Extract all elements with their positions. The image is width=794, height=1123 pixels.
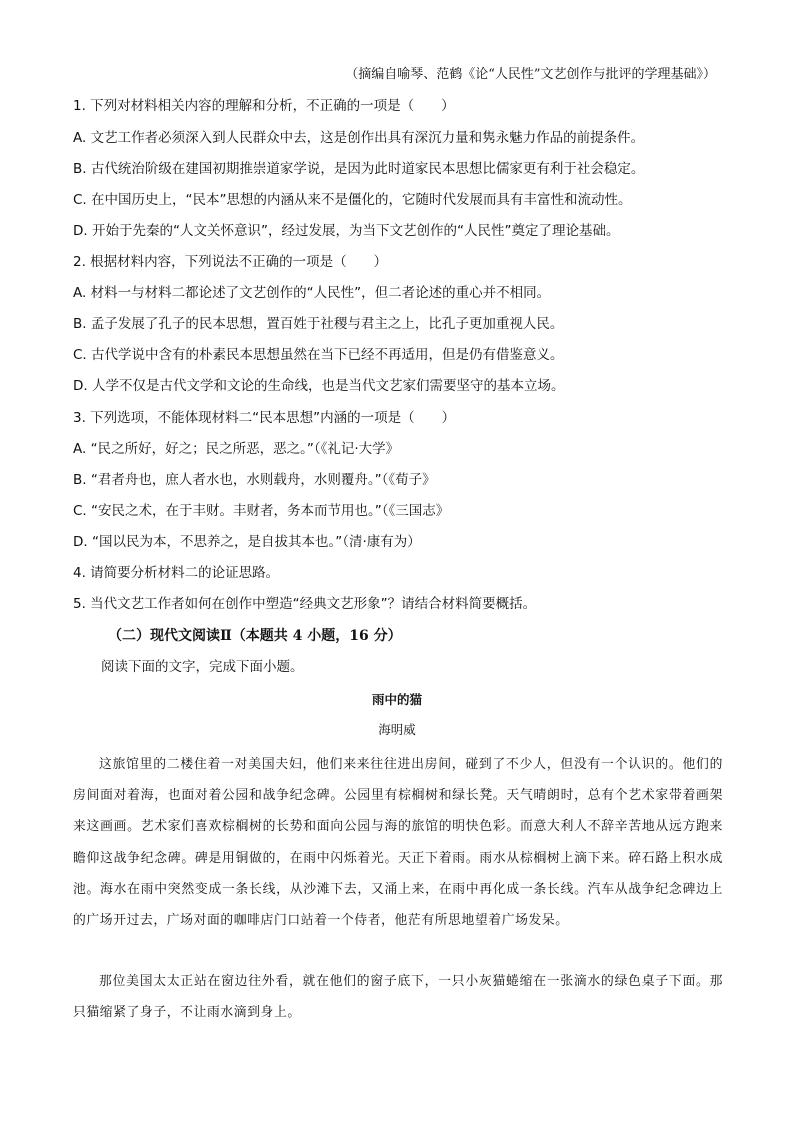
- question-1-option-d: D. 开始于先秦的“人文关怀意识”，经过发展，为当下文艺创作的“人民性”奠定了理论基础。: [73, 223, 620, 239]
- story-author: 海明威: [378, 722, 416, 737]
- story-title: 雨中的猫: [371, 692, 422, 707]
- question-1-option-b: B. 古代统治阶级在建国初期推崇道家学说，是因为此时道家民本思想比儒家更有利于社会稳定。: [73, 161, 645, 177]
- question-3-stem: 3. 下列选项，不能体现材料二“民本思想”内涵的一项是（ ）: [73, 410, 456, 426]
- story-paragraph-1: 这旅馆里的二楼住着一对美国夫妇，他们来来往往进出房间，碰到了不少人，但没有一个认识的。他们的房间面对着海，也面对着公园和战争纪念碑。公园里有棕榈树和绿长凳。天气晴朗时，总有个艺术家带着画架来这画画。艺术家们喜欢棕榈树的长势和面向公园与海的旅馆的明快色彩。而意大利人不辞辛苦地从远方跑来瞻仰这战争纪念碑。碑是用铜做的，在雨中闪烁着光。天正下着雨。雨水从棕榈树上滴下来。碎石路上积水成池。海水在雨中突然变成一条长线，从沙滩下去，又涌上来，在雨中再化成一条长线。汽车从战争纪念碑边上的广场开过去，广场对面的咖啡店门口站着一个侍者，他茫有所思地望着广场发呆。: [73, 757, 723, 929]
- section-heading: （二）现代文阅读Ⅱ（本题共 4 小题，16 分）: [108, 628, 402, 644]
- question-4-stem: 4. 请简要分析材料二的论证思路。: [73, 565, 280, 581]
- section-intro: 阅读下面的文字，完成下面小题。: [101, 659, 304, 675]
- question-5-stem: 5. 当代文艺工作者如何在创作中塑造“经典文艺形象”？请结合材料简要概括。: [73, 596, 537, 612]
- question-2-option-b: B. 孟子发展了孔子的民本思想，置百姓于社稷与君主之上，比孔子更加重视人民。: [73, 316, 564, 332]
- question-3-option-a: A. “民之所好，好之；民之所恶，恶之。”（《礼记·大学》: [73, 441, 400, 457]
- story-paragraph-2: 那位美国太太正站在窗边往外看，就在他们的窗子底下，一只小灰猫蜷缩在一张滴水的绿色桌子下面。那只猫缩紧了身子，不让雨水滴到身上。: [73, 974, 723, 1021]
- question-2-stem: 2. 根据材料内容，下列说法不正确的一项是（ ）: [73, 254, 388, 270]
- question-2-option-d: D. 人学不仅是古代文学和文论的生命线，也是当代文艺家们需要坚守的基本立场。: [73, 378, 565, 394]
- question-2-option-a: A. 材料一与材料二都论述了文艺创作的“人民性”，但二者论述的重心并不相同。: [73, 285, 551, 301]
- question-3-option-d: D. “国以民为本，不思养之，是自拔其本也。”（清·康有为）: [73, 534, 421, 550]
- question-1-option-a: A. 文艺工作者必须深入到人民群众中去，这是创作出具有深沉力量和隽永魅力作品的前提条件。: [73, 130, 645, 146]
- question-3-option-c: C. “安民之术，在于丰财。丰财者，务本而节用也。”（《三国志》: [73, 503, 450, 519]
- question-2-option-c: C. 古代学说中含有的朴素民本思想虽然在当下已经不再适用，但是仍有借鉴意义。: [73, 347, 564, 363]
- question-1-stem: 1. 下列对材料相关内容的理解和分析，不正确的一项是（ ）: [73, 98, 455, 114]
- question-3-option-b: B. “君者舟也，庶人者水也，水则载舟，水则覆舟。”（《荀子》: [73, 472, 436, 488]
- question-1-option-c: C. 在中国历史上，“民本”思想的内涵从来不是僵化的，它随时代发展而具有丰富性和流动性。: [73, 192, 632, 208]
- source-citation: （摘编自喻琴、范鹤《论“人民性”文艺创作与批评的学理基础》）: [345, 67, 716, 82]
